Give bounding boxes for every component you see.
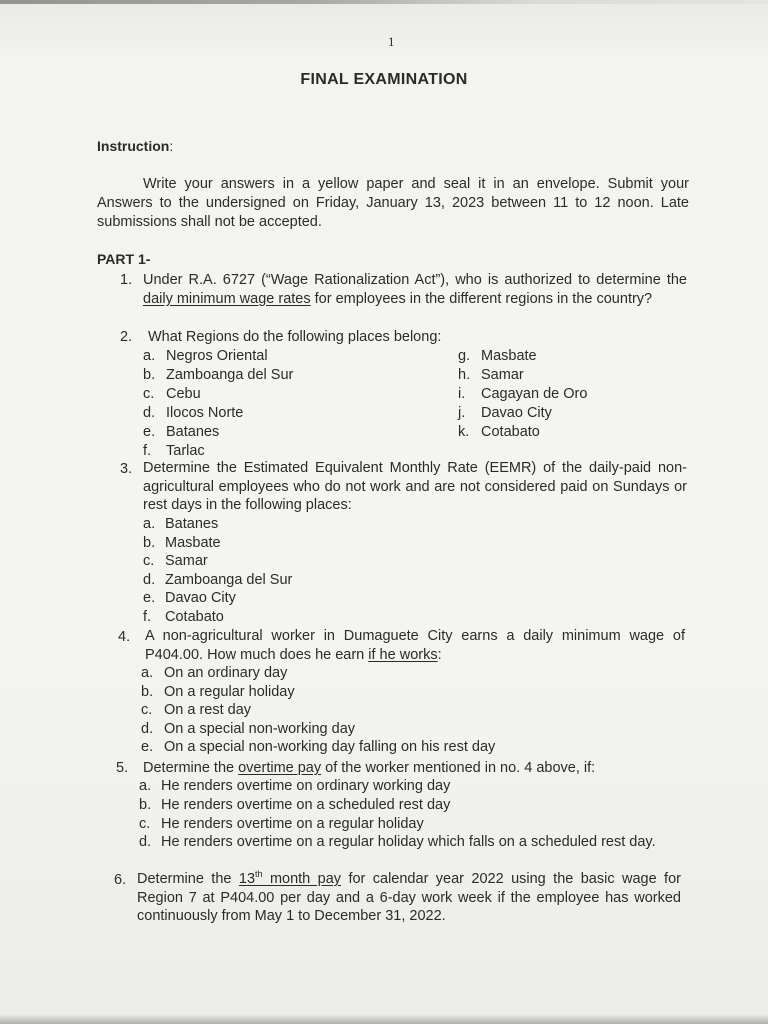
list-item-text: He renders overtime on a regular holiday which falls on a scheduled rest day.: [161, 834, 656, 851]
list-item-letter: d.: [143, 571, 156, 588]
question-4-number: 4.: [118, 629, 131, 645]
list-item-text: On a regular holiday: [164, 683, 295, 700]
q6-underlined: [239, 871, 341, 887]
list-item-letter: a.: [139, 778, 152, 794]
paper-top-edge: [0, 0, 768, 4]
q6-month-pay: month pay: [262, 871, 342, 887]
list-item-letter: a.: [143, 348, 156, 364]
instruction-heading: [97, 137, 173, 155]
question-5-number: 5.: [116, 760, 129, 776]
list-item-text: On a special non-working day falling on his rest day: [164, 739, 496, 756]
page-number: 1: [388, 34, 395, 49]
list-item-text: On a rest day: [164, 702, 252, 719]
list-item-letter: d.: [139, 834, 152, 851]
list-item-text: Cagayan de Oro: [481, 386, 588, 402]
list-item-letter: b.: [143, 534, 156, 551]
q5-underlined: overtime pay: [238, 760, 322, 776]
list-item-text: Davao City: [165, 590, 236, 607]
list-item-letter: e.: [143, 424, 156, 440]
page-title: FINAL EXAMINATION: [300, 71, 468, 88]
list-item-letter: c.: [141, 702, 153, 719]
list-item-text: Samar: [481, 367, 524, 383]
instruction-text: Write your answers in a yellow paper and seal it in an envelope. Submit your Answers to the undersigned on Friday, January 13, 2023 between 11 to 12 noon. Late submissions shall not be accepted.: [97, 176, 689, 230]
list-item-text: Masbate: [481, 348, 537, 364]
q1-underlined: daily minimum wage rates: [143, 290, 311, 307]
list-item-letter: b.: [143, 367, 156, 383]
list-item-letter: a.: [143, 516, 156, 532]
list-item-text: Tarlac: [166, 443, 205, 459]
list-item-text: Batanes: [166, 424, 220, 440]
list-item-letter: a.: [141, 665, 154, 681]
list-item-text: He renders overtime on a scheduled rest day: [161, 796, 451, 813]
list-item-text: He renders overtime on ordinary working day: [161, 778, 451, 794]
list-item-letter: c.: [143, 386, 155, 402]
q6-text-pre: Determine the: [137, 871, 239, 887]
q1-text-pre: Under R.A. 6727 (“Wage Rationalization Act”), who is authorized to determine the: [143, 272, 687, 288]
list-item-letter: c.: [139, 815, 151, 832]
list-item-letter: f.: [143, 609, 152, 625]
list-item-text: Batanes: [165, 516, 219, 532]
question-2-number: 2.: [120, 329, 133, 345]
question-5-text: [143, 759, 595, 777]
question-6-number: 6.: [114, 872, 127, 888]
part-heading: PART 1-: [97, 251, 151, 267]
instruction-paragraph: [97, 175, 689, 232]
question-4-text: [145, 627, 685, 664]
q6-ordinal-suffix: th: [255, 869, 263, 880]
list-item-text: Zamboanga del Sur: [166, 367, 294, 383]
q4-underlined: if he works: [368, 646, 438, 663]
question-3-text: Determine the Estimated Equivalent Monthly Rate (EEMR) of the daily-paid non-agricultural employees who do not work and are not considered paid on Sundays or rest days in the following places:: [143, 460, 687, 514]
paper-bottom-edge: [0, 1014, 768, 1024]
list-item-letter: d.: [143, 405, 156, 421]
question-6-text: [137, 870, 681, 926]
list-item-text: Cebu: [166, 386, 201, 402]
question-2-text: What Regions do the following places belong:: [148, 329, 442, 345]
list-item-letter: f.: [143, 443, 152, 459]
list-item-text: Cotabato: [481, 424, 540, 440]
q4-text-pre: A non-agricultural worker in Dumaguete City earns a daily minimum wage of P404.00. How much does he earn: [145, 628, 685, 663]
q6-text-post: for calendar year 2022 using the basic wage for Region 7 at P404.00 per day and a 6-day work week if the employee has worked continuously from May 1 to December 31, 2022.: [137, 871, 681, 925]
list-item-text: On an ordinary day: [164, 665, 288, 681]
q1-text-post: for employees in the different regions in the country?: [310, 290, 653, 307]
list-item-letter: e.: [141, 739, 154, 756]
list-item-text: Zamboanga del Sur: [165, 571, 293, 588]
list-item-letter: g.: [458, 348, 471, 364]
list-item-text: Cotabato: [165, 609, 224, 625]
list-item-text: Masbate: [165, 534, 221, 551]
q5-text-post: of the worker mentioned in no. 4 above, if:: [321, 760, 596, 776]
list-item-text: Negros Oriental: [166, 348, 268, 364]
list-item-letter: b.: [141, 683, 154, 700]
list-item-letter: i.: [458, 386, 466, 402]
list-item-letter: j.: [458, 405, 466, 421]
list-item-text: On a special non-working day: [164, 720, 356, 737]
q4-text-post: :: [437, 646, 442, 663]
question-3-number: 3.: [120, 461, 133, 477]
list-item-text: Samar: [165, 553, 208, 570]
list-item-letter: k.: [458, 424, 470, 440]
q6-month-number: 13: [238, 871, 256, 887]
list-item-letter: e.: [143, 590, 156, 607]
list-item-text: Ilocos Norte: [166, 405, 244, 421]
question-1-number: 1.: [120, 272, 133, 288]
list-item-text: Davao City: [481, 405, 552, 421]
list-item-text: He renders overtime on a regular holiday: [161, 815, 424, 832]
list-item-letter: b.: [139, 796, 152, 813]
question-1-text: [143, 271, 687, 308]
instruction-label: Instruction: [97, 138, 170, 154]
instruction-colon: :: [169, 138, 174, 154]
q5-text-pre: Determine the: [143, 760, 239, 776]
list-item-letter: d.: [141, 720, 154, 737]
list-item-letter: h.: [458, 367, 471, 383]
list-item-letter: c.: [143, 553, 155, 570]
